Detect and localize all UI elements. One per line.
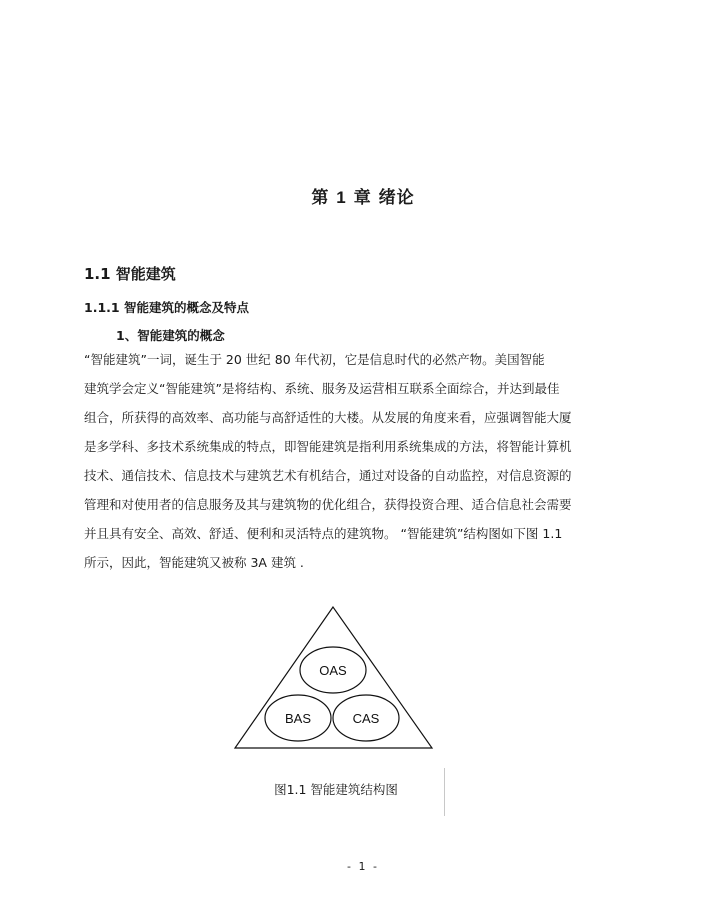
paragraph-line: 组合，所获得的高效率、高功能与高舒适性的大楼。从发展的角度来看，应强调智能大厦 [84, 410, 572, 425]
chapter-number: 1 [336, 188, 347, 207]
paragraph-line: 并且具有安全、高效、舒适、便利和灵活特点的建筑物。 “智能建筑”结构图如下图 1.1 [84, 526, 563, 541]
cas-label: CAS [352, 711, 380, 726]
paragraph-line: 所示，因此，智能建筑又被称 3A 建筑 . [84, 555, 304, 570]
chapter-prefix: 第 [311, 188, 330, 208]
bas-label: BAS [284, 711, 312, 726]
item-heading: 1、智能建筑的概念 [116, 328, 225, 343]
oas-label: OAS [319, 663, 347, 678]
section-heading: 1.1 智能建筑 [84, 265, 176, 283]
margin-rule [444, 768, 445, 816]
chapter-suffix: 章 绪论 [353, 188, 415, 208]
paragraph-line: “智能建筑”一词，诞生于 20 世纪 80 年代初，它是信息时代的必然产物。美国智能 [84, 352, 545, 367]
paragraph-line: 建筑学会定义“智能建筑”是将结构、系统、服务及运营相互联系全面综合，并达到最佳 [84, 381, 560, 396]
paragraph-line: 技术、通信技术、信息技术与建筑艺术有机结合，通过对设备的自动监控，对信息资源的 [84, 468, 572, 483]
paragraph-line: 是多学科、多技术系统集成的特点，即智能建筑是指利用系统集成的方法，将智能计算机 [84, 439, 572, 454]
paragraph-line: 管理和对使用者的信息服务及其与建筑物的优化组合，获得投资合理、适合信息社会需要 [84, 497, 572, 512]
subsection-heading: 1.1.1 智能建筑的概念及特点 [84, 300, 249, 315]
figure-caption: 图1.1 智能建筑结构图 [274, 782, 398, 797]
chapter-title [0, 183, 726, 208]
page-number: - 1 - [347, 860, 379, 873]
structure-diagram [230, 600, 440, 755]
